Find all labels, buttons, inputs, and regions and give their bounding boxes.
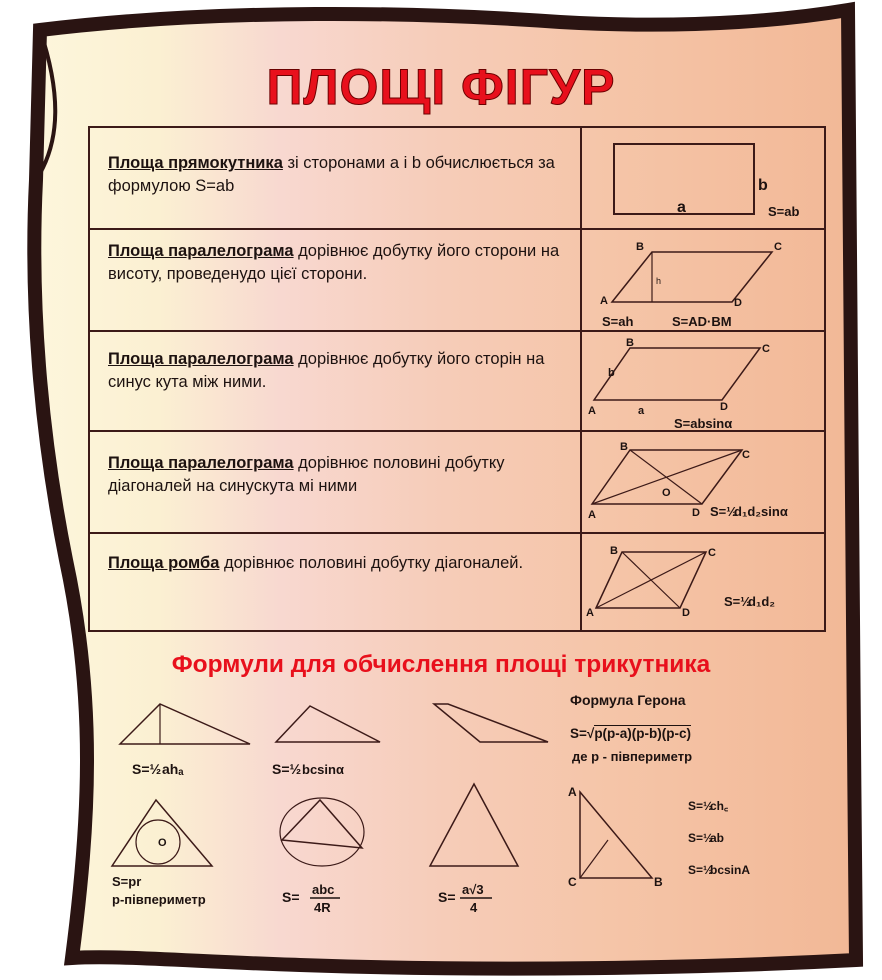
svg-text:D: D (682, 607, 690, 619)
svg-text:A: A (586, 607, 594, 619)
svg-text:S=½: S=½ (724, 594, 752, 609)
t1-formula: ahₐ (162, 761, 184, 777)
svg-text:D: D (734, 297, 742, 309)
parallelogram-sine-figure (582, 332, 824, 432)
svg-text:B: B (654, 875, 663, 889)
para1-formula-2: S=AD·BM (672, 314, 732, 329)
svg-text:ch꜀: ch꜀ (710, 799, 729, 813)
table-row (90, 128, 824, 228)
poster-title: ПЛОЩІ ФІГУР (266, 59, 616, 115)
svg-text:D: D (720, 401, 728, 413)
svg-text:C: C (762, 343, 770, 355)
svg-text:S=: S= (282, 889, 300, 905)
rect-formula: S=ab (768, 204, 800, 219)
equi-den: 4 (470, 900, 478, 915)
parallelogram-diagonals-figure (582, 432, 824, 534)
svg-text:A: A (588, 405, 596, 417)
svg-text:S=: S= (438, 889, 456, 905)
svg-text:S=½: S=½ (688, 863, 714, 877)
svg-text:D: D (692, 507, 700, 519)
circum-num: abc (312, 882, 335, 897)
row-text: Площа паралелограма дорівнює добутку його сторони на висоту, проведенудо цієї сторони. (108, 242, 560, 283)
table-row (90, 228, 824, 330)
svg-text:C: C (568, 875, 577, 889)
circum-den: 4R (314, 900, 331, 915)
triangle-section-title: Формули для обчислення площі трикутника (171, 651, 711, 678)
svg-text:h: h (656, 276, 662, 286)
side-a-label: a (677, 199, 686, 216)
heron-where: де p - півпериметр (572, 749, 693, 764)
area-formulas-table (88, 126, 826, 632)
semiperimeter-note: p-півпериметр (112, 892, 206, 907)
row-text: Площа прямокутника зі сторонами a і b обчислюється за формулою S=ab (108, 154, 555, 195)
svg-text:B: B (610, 545, 618, 557)
svg-text:S=½: S=½ (710, 504, 738, 519)
table-row (90, 532, 824, 630)
svg-text:A: A (588, 509, 596, 521)
svg-text:B: B (620, 441, 628, 453)
svg-text:ab: ab (710, 831, 725, 845)
svg-text:C: C (708, 547, 716, 559)
svg-text:C: C (774, 241, 782, 253)
table-row (90, 330, 824, 430)
svg-text:S=½: S=½ (272, 761, 302, 777)
t2-formula: bcsinα (302, 762, 344, 777)
inscribed-formula: S=pr (112, 874, 142, 889)
svg-text:b: b (608, 367, 615, 379)
svg-text:S=½: S=½ (688, 799, 714, 813)
rhombus-figure (582, 534, 824, 632)
equi-num: a√3 (462, 882, 484, 897)
svg-text:C: C (742, 449, 750, 461)
table-row (90, 430, 824, 532)
row-text: Площа ромба дорівнює половині добутку діагоналей. (108, 554, 524, 572)
side-b-label: b (758, 177, 768, 194)
triangle-figures (100, 690, 560, 930)
svg-text:O: O (158, 837, 167, 849)
svg-text:O: O (662, 487, 671, 499)
svg-text:bcsinA: bcsinA (710, 863, 751, 877)
para3-formula: d₁d₂sinα (734, 504, 788, 519)
para2-formula: S=absinα (674, 416, 733, 431)
svg-text:a: a (638, 405, 645, 417)
svg-text:S=½: S=½ (688, 831, 714, 845)
heron-formula: S=√p(p-a)(p-b)(p-c) (570, 726, 692, 741)
svg-text:A: A (600, 295, 608, 307)
row-text: Площа паралелограма дорівнює добутку його сторін на синус кута між ними. (108, 350, 545, 391)
rhombus-formula: d₁d₂ (748, 594, 776, 609)
para1-formula-1: S=ah (602, 314, 634, 329)
row-text: Площа паралелограма дорівнює половині добутку діагоналей на синускута мі ними (108, 454, 505, 495)
svg-text:B: B (636, 241, 644, 253)
svg-text:S=½: S=½ (132, 761, 162, 777)
parallelogram-height-figure (582, 230, 824, 332)
rectangle-figure (582, 128, 824, 228)
svg-text:B: B (626, 337, 634, 349)
right-triangle-figure (560, 780, 800, 900)
heron-title: Формула Герона (570, 692, 686, 708)
svg-text:A: A (568, 785, 577, 799)
